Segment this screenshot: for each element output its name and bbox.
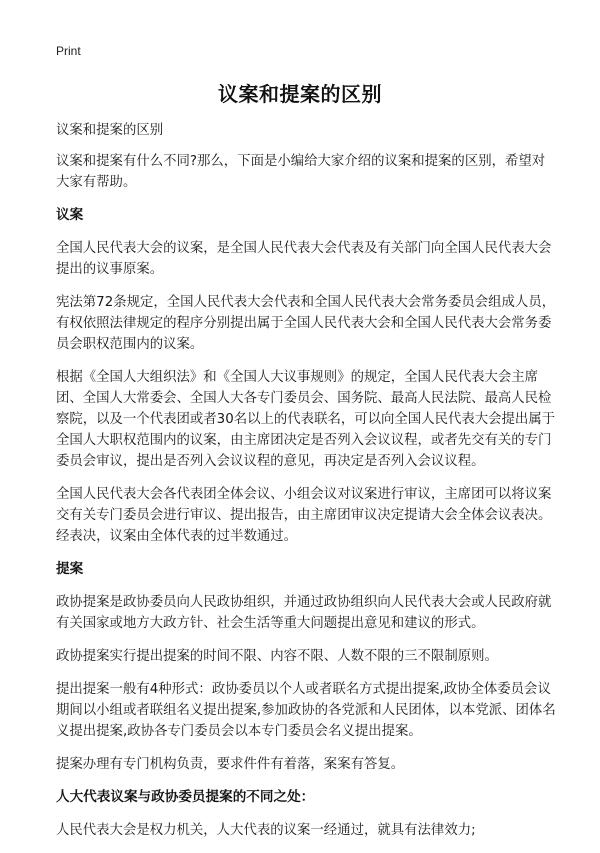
section-heading-yian: 议案 [56,207,84,223]
section-paragraph: 宪法第72条规定，全国人民代表大会代表和全国人民代表大会常务委员会组成人员，有权依照法律规定的程序分别提出属于全国人民代表大会和全国人民代表大会常务委员会职权范围内的议案。 [56,295,556,352]
article-body [56,120,558,853]
article-subtitle: 议案和提案的区别 [56,123,164,138]
section-paragraph: 提出提案一般有4种形式：政协委员以个人或者联名方式提出提案,政协全体委员会议期间以小组或者联组名义提出提案,参加政协的各党派和人民团体，以本党派、团体名义提出提案,政协各专门委员会以本专门委员会名义提出提案。 [56,682,556,739]
section-heading-differences: 人大代表议案与政协委员提案的不同之处： [56,789,315,805]
section-paragraph: 人民代表大会是权力机关，人大代表的议案一经通过，就具有法律效力; [56,823,476,838]
intro-paragraph: 议案和提案有什么不同?那么，下面是小编给大家介绍的议案和提案的区别，希望对大家有帮助。 [56,154,546,190]
section-paragraph: 全国人民代表大会的议案，是全国人民代表大会代表及有关部门向全国人民代表大会提出的议事原案。 [56,241,552,277]
section-paragraph: 政协提案是政协委员向人民政协组织，并通过政协组织向人民代表大会或人民政府就有关国家或地方大政方针、社会生活等重大问题提出意见和建议的形式。 [56,595,552,631]
section-paragraph: 政协提案实行提出提案的时间不限、内容不限、人数不限的三不限制原则。 [56,649,498,664]
section-paragraph: 根据《全国人大组织法》和《全国人大议事规则》的规定，全国人民代表大会主席团、全国人大常委会、全国人大各专门委员会、国务院、最高人民法院、最高人民检察院，以及一个代表团或者30名以上的代表联名，可以向全国人民代表大会提出属于全国人大职权范围内的议案，由主席团决定是否列入会议议程，或者先交有关的专门委员会审议，提出是否列入会议议程的意见，再决定是否列入会议议程。 [56,370,556,469]
section-heading-tian: 提案 [56,561,84,577]
page-title: 议案和提案的区别 [218,82,382,106]
section-paragraph: 提案办理有专门机构负责，要求件件有着落，案案有答复。 [56,757,405,772]
print-link[interactable]: Print [56,44,81,58]
section-paragraph: 全国人民代表大会各代表团全体会议、小组会议对议案进行审议，主席团可以将议案交有关专门委员会进行审议、提出报告，由主席团审议决定提请大会全体会议表决。经表决，议案由全体代表的过半数通过。 [56,487,552,544]
